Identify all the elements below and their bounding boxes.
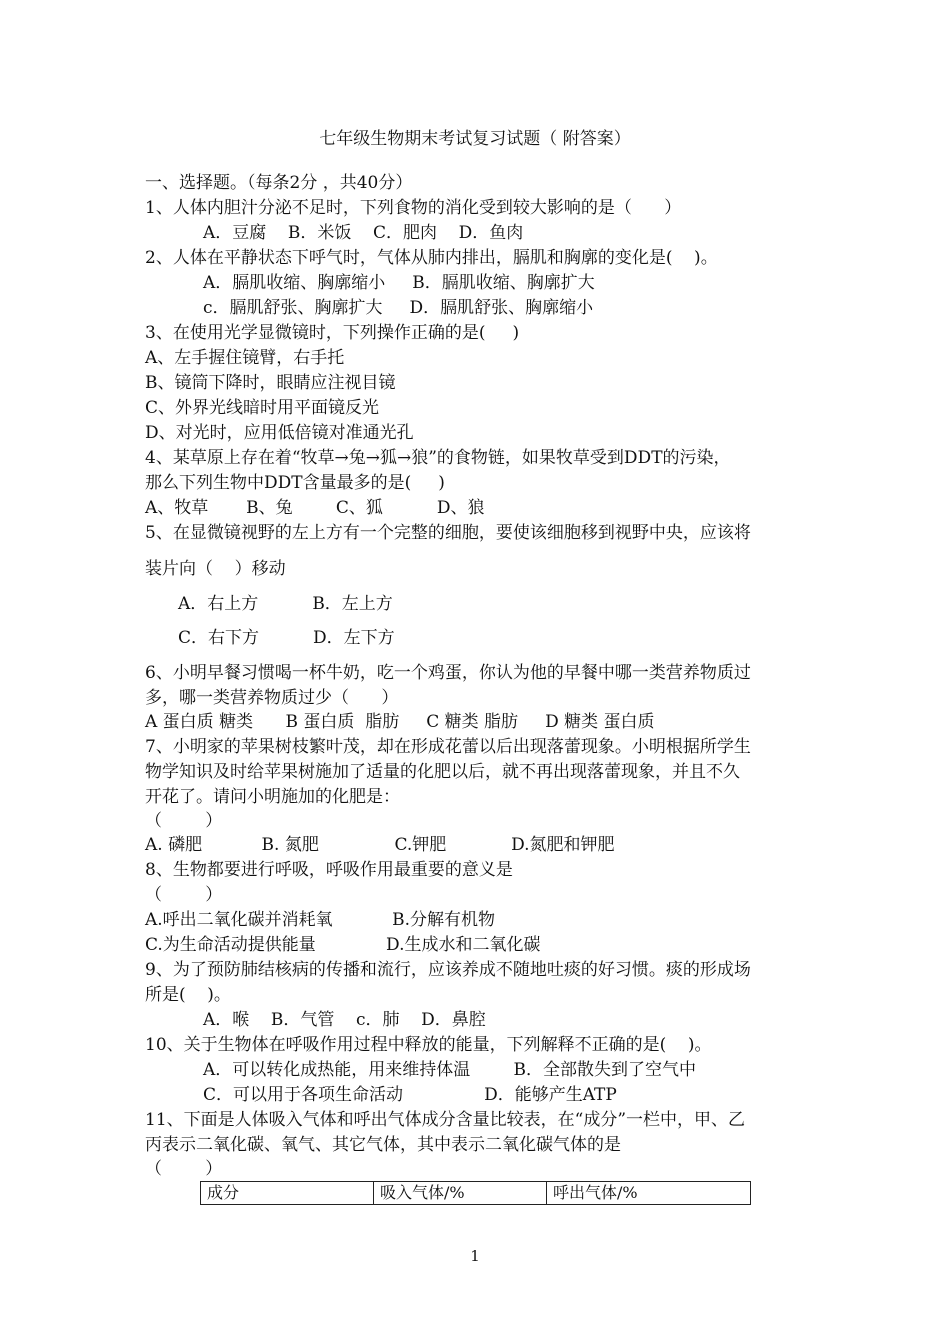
question-11-line-1: 11、下面是人体吸入气体和呼出气体成分含量比较表，在“成分”一栏中，甲、乙	[145, 1110, 746, 1130]
question-7-line-2: 物学知识及时给苹果树施加了适量的化肥以后，就不再出现落蕾现象，并且不久	[145, 762, 740, 782]
question-10: 10、关于生物体在呼吸作用过程中释放的能量，下列解释不正确的是( )。	[145, 1035, 712, 1055]
question-4-line-1: 4、某草原上存在着“牧草→兔→狐→狼”的食物链，如果牧草受到DDT的污染，	[145, 448, 731, 468]
question-8-options-1: A.呼出二氧化碳并消耗氧 B.分解有机物	[145, 910, 496, 930]
question-7-options: A. 磷肥 B. 氮肥 C.钾肥 D.氮肥和钾肥	[145, 835, 615, 855]
question-5-line-1: 5、在显微镜视野的左上方有一个完整的细胞，要使该细胞移到视野中央，应该将	[145, 523, 751, 543]
question-3-option-a: A、左手握住镜臂，右手托	[145, 348, 345, 368]
question-3-option-c: C、外界光线暗时用平面镜反光	[145, 398, 380, 418]
question-1: 1、人体内胆汁分泌不足时，下列食物的消化受到较大影响的是（ ）	[145, 198, 682, 218]
question-8-answer-blank: （ ）	[145, 885, 223, 905]
question-6-options: A 蛋白质 糖类 B 蛋白质 脂肪 C 糖类 脂肪 D 糖类 蛋白质	[145, 712, 655, 732]
question-10-options-1: A．可以转化成热能，用来维持体温 B．全部散失到了空气中	[203, 1060, 696, 1080]
question-11-line-2: 丙表示二氧化碳、氧气、其它气体，其中表示二氧化碳气体的是	[145, 1135, 621, 1155]
question-10-options-2: C．可以用于各项生命活动 D．能够产生ATP	[203, 1085, 617, 1105]
question-5-options-2: C．右下方 D．左下方	[178, 628, 395, 648]
question-8-options-2: C.为生命活动提供能量 D.生成水和二氧化碳	[145, 935, 541, 955]
question-9-line-1: 9、为了预防肺结核病的传播和流行，应该养成不随地吐痰的好习惯。痰的形成场	[145, 960, 751, 980]
question-3-option-b: B、镜筒下降时，眼睛应注视目镜	[145, 373, 396, 393]
question-5-line-2: 装片向（ ）移动	[145, 559, 286, 579]
table-header-cell: 吸入气体/%	[374, 1182, 547, 1205]
question-6-line-2: 多，哪一类营养物质过少（ ）	[145, 688, 399, 708]
question-3: 3、在使用光学显微镜时，下列操作正确的是( )	[145, 323, 520, 343]
question-9-line-2: 所是( )。	[145, 985, 231, 1005]
question-4-options: A、牧草 B、兔 C、狐 D、狼	[145, 498, 485, 518]
gas-composition-table	[200, 1181, 751, 1205]
question-1-options: A．豆腐 B．米饭 C．肥肉 D．鱼肉	[203, 223, 524, 243]
question-6-line-1: 6、小明早餐习惯喝一杯牛奶，吃一个鸡蛋，你认为他的早餐中哪一类营养物质过	[145, 663, 751, 683]
question-2-options-2: c．膈肌舒张、胸廓扩大 D．膈肌舒张、胸廓缩小	[203, 298, 594, 318]
table-header-cell: 呼出气体/%	[547, 1182, 751, 1205]
question-7-line-3: 开花了。请问小明施加的化肥是：	[145, 787, 400, 807]
question-7-answer-blank: （ ）	[145, 811, 223, 831]
document-title: 七年级生物期末考试复习试题（ 附答案）	[319, 129, 631, 149]
table-header-row	[201, 1182, 751, 1205]
question-8-line-1: 8、生物都要进行呼吸，呼吸作用最重要的意义是	[145, 860, 513, 880]
question-11-answer-blank: （ ）	[145, 1159, 223, 1179]
question-7-line-1: 7、小明家的苹果树枝繁叶茂，却在形成花蕾以后出现落蕾现象。小明根据所学生	[145, 737, 751, 757]
question-9-options: A．喉 B．气管 c．肺 D．鼻腔	[203, 1010, 486, 1030]
question-2-options-1: A．膈肌收缩、胸廓缩小 B．膈肌收缩、胸廓扩大	[203, 273, 595, 293]
question-5-options-1: A．右上方 B．左上方	[178, 594, 393, 614]
question-3-option-d: D、对光时，应用低倍镜对准通光孔	[145, 423, 414, 443]
question-4-line-2: 那么下列生物中DDT含量最多的是( )	[145, 473, 445, 493]
section-heading: 一、选择题。（每条2分 ，共40分）	[145, 173, 413, 193]
question-2: 2、人体在平静状态下呼气时，气体从肺内排出，膈肌和胸廓的变化是( )。	[145, 248, 718, 268]
page-number: 1	[470, 1247, 480, 1265]
table-header-cell: 成分	[201, 1182, 374, 1205]
